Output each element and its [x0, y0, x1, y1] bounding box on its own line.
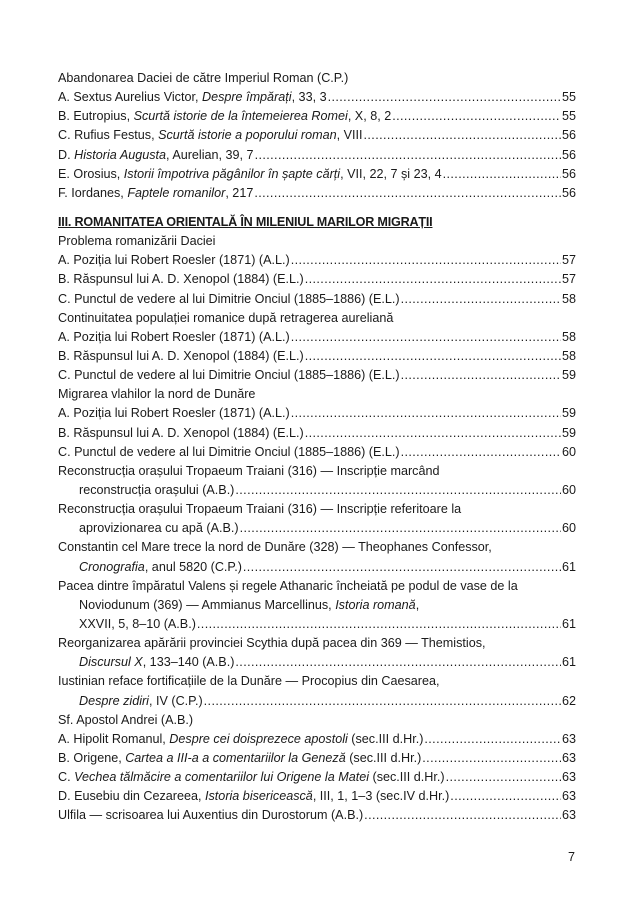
toc-page-number: 57: [561, 253, 576, 268]
toc-entry-segment: A. Sextus Aurelius Victor,: [58, 90, 202, 105]
toc-entry: [58, 290, 576, 309]
toc-entry: [58, 328, 576, 347]
toc-entry: [58, 519, 576, 538]
toc-dot-leader: [305, 347, 561, 366]
toc-entry-work-title: Cronografia: [79, 559, 145, 574]
toc-entry-work-title: Despre zidiri: [79, 693, 149, 708]
toc-dot-leader: [305, 424, 561, 443]
toc-entry-title: [58, 577, 576, 596]
toc-entry-text: [58, 768, 445, 787]
toc-entry-segment: C.: [58, 770, 75, 785]
toc-entry-segment: Continuitatea populației romanice după retragerea aureliană: [58, 310, 394, 325]
toc-entry-segment: A. Poziția lui Robert Roesler (1871) (A.L.): [58, 253, 290, 268]
toc-entry: [58, 558, 576, 577]
toc-entry-text: [79, 692, 203, 711]
toc-dot-leader: [443, 165, 561, 184]
toc-entry: [58, 251, 576, 270]
toc-entry-segment: , X, 8, 2: [347, 109, 392, 124]
toc-entry-work-title: Faptele romanilor: [127, 185, 226, 200]
toc-entry-text: [58, 347, 304, 366]
toc-entry-text: [58, 404, 290, 423]
toc-dot-leader: [291, 328, 561, 347]
toc-entry-segment: C. Rufius Festus,: [58, 128, 159, 143]
toc-entry-segment: Reconstrucția orașului Tropaeum Traiani (316) — Inscripție marcând: [58, 463, 440, 478]
toc-dot-leader: [446, 768, 561, 787]
section-heading: III. ROMANITATEA ORIENTALĂ ÎN MILENIUL MARILOR MIGRAȚII: [58, 214, 433, 229]
toc-entry-work-title: Despre cei doisprezece apostoli: [169, 731, 348, 746]
toc-entry-text: [58, 126, 363, 145]
toc-entry-text: [58, 366, 400, 385]
toc-entry-segment: , VIII: [336, 128, 363, 143]
toc-entry: [58, 347, 576, 366]
toc-entry-title: [58, 672, 576, 691]
toc-entry-text: [58, 309, 393, 328]
toc-page-number: 63: [561, 808, 576, 823]
toc-entry-title: [58, 69, 576, 88]
toc-entry: [58, 481, 576, 500]
toc-entry-work-title: Scurtă istorie de la întemeierea Romei: [133, 109, 348, 124]
toc-entry-segment: (sec.III d.Hr.): [347, 731, 424, 746]
toc-entry-text: [58, 88, 327, 107]
toc-dot-leader: [240, 519, 561, 538]
toc-entry-text: [79, 653, 234, 672]
toc-entry-title: [58, 538, 576, 557]
toc-entry-segment: ,: [415, 597, 420, 612]
toc-entry-title: [58, 385, 576, 404]
toc-entry: [58, 88, 576, 107]
toc-entry-text: [58, 146, 254, 165]
toc-entry-text: [58, 749, 421, 768]
toc-entry-segment: Constantin cel Mare trece la nord de Dunăre (328) — Theophanes Confessor,: [58, 540, 492, 555]
toc-dot-leader: [328, 88, 561, 107]
toc-entry-title: [58, 711, 576, 730]
toc-entry-segment: Abandonarea Daciei de către Imperiul Roman (C.P.): [58, 71, 349, 85]
toc-page-number: 59: [561, 368, 576, 383]
toc-entry: [58, 768, 576, 787]
toc-entry-segment: C. Punctul de vedere al lui Dimitrie Onciul (1885–1886) (E.L.): [58, 291, 400, 306]
toc-page-number: 58: [561, 291, 576, 306]
toc-page-number: 63: [561, 789, 576, 804]
toc-entry-text: [58, 577, 518, 596]
toc-page-number: 59: [561, 425, 576, 440]
toc-entry: [58, 146, 576, 165]
toc-dot-leader: [422, 749, 561, 768]
toc-dot-leader: [392, 107, 561, 126]
toc-entry-segment: F. Iordanes,: [58, 185, 128, 200]
toc-page-number: 60: [561, 521, 576, 536]
toc-page-number: 61: [561, 559, 576, 574]
toc-dot-leader: [197, 615, 561, 634]
toc-entry-title: [58, 232, 576, 251]
toc-entry: [58, 653, 576, 672]
toc-page-number: 58: [561, 348, 576, 363]
toc-entry-segment: , 33, 3: [291, 90, 327, 105]
toc-entry-segment: B. Răspunsul lui A. D. Xenopol (1884) (E.L.): [58, 348, 304, 363]
toc-entry: [58, 184, 576, 203]
toc-entry: [58, 424, 576, 443]
toc-entry: [58, 107, 576, 126]
toc-page-number: 56: [561, 185, 576, 200]
toc-entry-segment: aprovizionarea cu apă (A.B.): [79, 521, 239, 536]
toc-entry-segment: Sf. Apostol Andrei (A.B.): [58, 712, 194, 727]
toc-dot-leader: [235, 481, 561, 500]
toc-page-number: 58: [561, 329, 576, 344]
toc-dot-leader: [305, 270, 561, 289]
toc-entry-work-title: Historia Augusta: [74, 147, 167, 162]
toc-dot-leader: [291, 251, 561, 270]
toc-dot-leader: [243, 558, 561, 577]
toc-entry-segment: (sec.III d.Hr.): [345, 750, 422, 765]
toc-entry-text: [58, 672, 440, 691]
toc-dot-leader: [255, 146, 561, 165]
toc-entry-text: [58, 711, 193, 730]
toc-entry-segment: B. Răspunsul lui A. D. Xenopol (1884) (E.L.): [58, 425, 304, 440]
toc-entry-segment: B. Răspunsul lui A. D. Xenopol (1884) (E.L.): [58, 272, 304, 287]
toc-page-number: 56: [561, 128, 576, 143]
toc-dot-leader: [204, 692, 561, 711]
toc-entry: [58, 366, 576, 385]
toc-dot-leader: [401, 366, 561, 385]
toc-entry-text: [58, 232, 215, 251]
toc-page-number: 60: [561, 482, 576, 497]
toc-entry-text: [58, 730, 423, 749]
toc-entry-segment: E. Orosius,: [58, 166, 124, 181]
toc-entry-text: [58, 251, 290, 270]
toc-entry-work-title: Cartea a III-a a comentariilor la Geneză: [125, 750, 346, 765]
toc-entry-segment: , anul 5820 (C.P.): [144, 559, 242, 574]
toc-dot-leader: [364, 806, 561, 825]
toc-entry-text: [79, 615, 196, 634]
toc-page-number: 63: [561, 731, 576, 746]
toc-entry-text: [58, 806, 363, 825]
toc-entry-segment: D.: [58, 147, 75, 162]
toc-entry-segment: A. Poziția lui Robert Roesler (1871) (A.L.): [58, 329, 290, 344]
toc-entry-segment: , 217: [225, 185, 254, 200]
toc-entry: [58, 615, 576, 634]
toc-dot-leader: [364, 126, 561, 145]
toc-entry-text: [79, 596, 419, 615]
toc-entry-text: [58, 165, 442, 184]
toc-dot-leader: [254, 184, 561, 203]
toc-entry-segment: Ulfila — scrisoarea lui Auxentius din Durostorum (A.B.): [58, 808, 364, 823]
toc-dot-leader: [401, 443, 561, 462]
toc-entry-segment: Reconstrucția orașului Tropaeum Traiani (316) — Inscripție referitoare la: [58, 502, 462, 517]
toc-entry-work-title: Istorii împotriva păgânilor în șapte cărți: [123, 166, 341, 181]
toc-entry-segment: XXVII, 5, 8–10 (A.B.): [79, 616, 196, 631]
toc-entry-text: [58, 538, 492, 557]
toc-entry-work-title: Discursul X: [79, 655, 143, 670]
toc-page-number: 55: [561, 109, 576, 124]
toc-entry: [58, 270, 576, 289]
toc-page-number: 56: [561, 166, 576, 181]
toc-entry-title: [58, 596, 576, 615]
toc-entry-segment: Pacea dintre împăratul Valens și regele Athanaric încheiată pe podul de vase de la: [58, 578, 518, 593]
toc-entry-text: [79, 481, 234, 500]
toc-entry-segment: C. Punctul de vedere al lui Dimitrie Onciul (1885–1886) (E.L.): [58, 368, 400, 383]
toc-entry-text: [58, 443, 400, 462]
toc-entry-text: [58, 69, 348, 88]
toc-entry-segment: A. Poziția lui Robert Roesler (1871) (A.L.): [58, 406, 290, 421]
toc-entry: [58, 443, 576, 462]
toc-entry-text: [79, 558, 242, 577]
toc-entry-segment: B. Eutropius,: [58, 109, 134, 124]
toc-page-number: 56: [561, 147, 576, 162]
toc-page-number: 60: [561, 444, 576, 459]
toc-page-number: 57: [561, 272, 576, 287]
toc-dot-leader: [235, 653, 561, 672]
toc-page-number: 63: [561, 770, 576, 785]
toc-list-section-3: [58, 232, 576, 825]
toc-entry-segment: D. Eusebiu din Cezareea,: [58, 789, 206, 804]
toc-entry-text: [58, 290, 400, 309]
toc-page-number: 63: [561, 750, 576, 765]
toc-dot-leader: [450, 787, 561, 806]
toc-entry-segment: Reorganizarea apărării provinciei Scythia după pacea din 369 — Themistios,: [58, 636, 486, 651]
toc-entry-segment: , VII, 22, 7 și 23, 4: [340, 166, 442, 181]
toc-entry-segment: , Aurelian, 39, 7: [166, 147, 254, 162]
toc-entry-text: [58, 328, 290, 347]
toc-entry-segment: (sec.III d.Hr.): [369, 770, 445, 785]
toc-entry-work-title: Despre împărați: [201, 90, 292, 105]
toc-entry: [58, 404, 576, 423]
toc-entry-work-title: Scurtă istorie a poporului roman: [158, 128, 337, 143]
toc-dot-leader: [401, 290, 561, 309]
toc-entry-work-title: Istoria bisericească: [205, 789, 313, 804]
toc-entry-text: [79, 519, 239, 538]
toc-entry-segment: Noviodunum (369) — Ammianus Marcellinus,: [79, 597, 336, 612]
toc-entry-text: [58, 634, 486, 653]
toc-entry-text: [58, 462, 439, 481]
toc-entry-title: [58, 634, 576, 653]
toc-page-number: 61: [561, 616, 576, 631]
toc-entry-segment: Iustinian reface fortificațiile de la Dunăre — Procopius din Caesarea,: [58, 674, 440, 689]
toc-entry-title: [58, 500, 576, 519]
toc-entry: [58, 730, 576, 749]
toc-entry-text: [58, 385, 255, 404]
toc-page-number: 59: [561, 406, 576, 421]
toc-entry-title: [58, 309, 576, 328]
toc-list-section-2: [58, 69, 576, 203]
toc-dot-leader: [424, 730, 561, 749]
toc-entry-segment: Migrarea vlahilor la nord de Dunăre: [58, 387, 256, 402]
toc-entry-text: [58, 184, 253, 203]
toc-entry-work-title: Vechea tălmăcire a comentariilor lui Origene la Matei: [74, 770, 370, 785]
toc-entry: [58, 806, 576, 825]
toc-entry-text: [58, 787, 449, 806]
toc-entry: [58, 692, 576, 711]
toc-entry-segment: A. Hipolit Romanul,: [58, 731, 170, 746]
toc-entry: [58, 126, 576, 145]
toc-dot-leader: [291, 404, 561, 423]
toc-entry-text: [58, 270, 304, 289]
toc-entry-segment: Problema romanizării Daciei: [58, 234, 216, 249]
toc-entry-text: [58, 107, 391, 126]
toc-entry-title: [58, 462, 576, 481]
toc-entry-segment: reconstrucția orașului (A.B.): [79, 482, 235, 497]
page-number: 7: [567, 850, 575, 864]
toc-entry-text: [58, 424, 304, 443]
toc-page-number: 61: [561, 655, 576, 670]
toc-entry: [58, 787, 576, 806]
section-gap: [58, 203, 576, 213]
toc-entry-segment: , III, 1, 1–3 (sec.IV d.Hr.): [312, 789, 450, 804]
toc-page-number: 55: [561, 90, 576, 105]
toc-entry-text: [58, 500, 461, 519]
toc-entry: [58, 749, 576, 768]
toc-entry-segment: , 133–140 (A.B.): [142, 655, 235, 670]
toc-entry-segment: B. Origene,: [58, 750, 126, 765]
toc-page-number: 62: [561, 693, 576, 708]
toc-entry-segment: C. Punctul de vedere al lui Dimitrie Onciul (1885–1886) (E.L.): [58, 444, 400, 459]
toc-entry-work-title: Istoria romană: [335, 597, 416, 612]
toc-entry-segment: , IV (C.P.): [149, 693, 203, 708]
table-of-contents: [58, 69, 576, 825]
toc-entry: [58, 165, 576, 184]
